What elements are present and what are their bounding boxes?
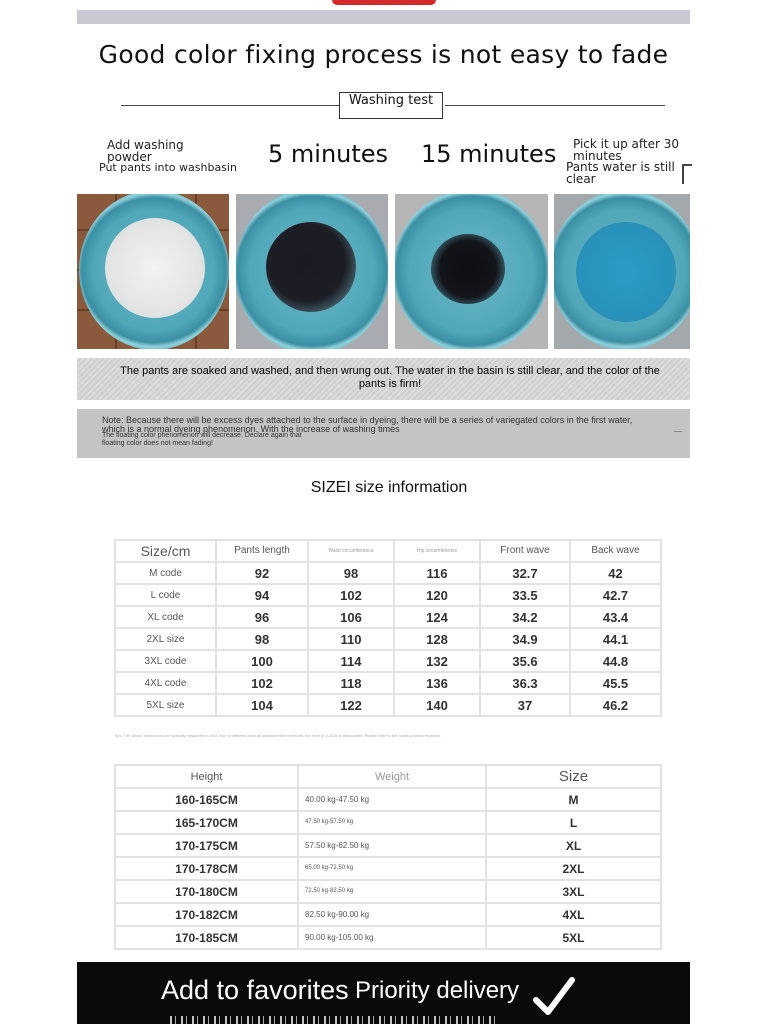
length-cell: 92 — [216, 562, 308, 584]
size-cell: 4XL — [486, 903, 661, 926]
size-cell: 2XL size — [115, 628, 216, 650]
basin-photo-4 — [554, 194, 690, 349]
pants-in-basin-15min — [431, 234, 505, 304]
height-cell: 160-165CM — [115, 788, 298, 811]
washing-caption: The pants are soaked and washed, and then wrung out. The water in the basin is still clear, and the color of the pants is firm! — [120, 365, 660, 390]
step1-line1: Add washing — [107, 138, 184, 152]
height-weight-table — [114, 764, 662, 950]
waist-cell: 106 — [308, 606, 394, 628]
step1-line2: powder — [107, 150, 152, 164]
table-row — [115, 834, 661, 857]
header-hip: Hip circumference — [394, 540, 480, 562]
note-dash — [674, 431, 682, 432]
waist-cell: 118 — [308, 672, 394, 694]
top-divider-bar — [77, 10, 690, 24]
table-row — [115, 903, 661, 926]
length-cell: 98 — [216, 628, 308, 650]
hip-cell: 136 — [394, 672, 480, 694]
hip-cell: 132 — [394, 650, 480, 672]
front-cell: 33.5 — [480, 584, 570, 606]
table-row — [115, 926, 661, 949]
height-cell: 170-175CM — [115, 834, 298, 857]
table-row — [115, 857, 661, 880]
washing-powder — [105, 218, 205, 318]
size-cell: 3XL code — [115, 650, 216, 672]
size-info-title: SIZEI size information — [310, 479, 468, 496]
checkmark-icon — [533, 976, 575, 1018]
length-cell: 102 — [216, 672, 308, 694]
hip-cell: 124 — [394, 606, 480, 628]
size-cell: 4XL code — [115, 672, 216, 694]
washing-heading: Good color fixing process is not easy to fade — [98, 40, 669, 69]
step4-line1: Pick it up after 30 — [573, 137, 680, 151]
header-size: Size/cm — [115, 540, 216, 562]
waist-cell: 102 — [308, 584, 394, 606]
front-cell: 35.6 — [480, 650, 570, 672]
note-line-2: which is a normal dyeing phenomenon. With the increase of washing times — [102, 424, 400, 434]
basin-photo-2 — [236, 194, 388, 349]
washing-test-label: Washing test — [339, 92, 443, 119]
rule-left — [121, 105, 339, 106]
step2-label: 5 minutes — [268, 140, 389, 168]
step1-line3: Put pants into washbasin — [99, 161, 237, 174]
pants-in-basin-5min — [266, 222, 356, 312]
weight-cell: 65.00 kg-72.50 kg — [298, 857, 486, 880]
table-row — [115, 880, 661, 903]
table-row — [115, 584, 661, 606]
size-cell: M — [486, 788, 661, 811]
size-cell: 3XL — [486, 880, 661, 903]
step4-line4: clear — [566, 172, 596, 186]
weight-cell: 57.50 kg-62.50 kg — [298, 834, 486, 857]
size-cell: L code — [115, 584, 216, 606]
add-to-favorites-button[interactable]: Add to favorites — [161, 975, 349, 1005]
back-cell: 44.1 — [570, 628, 661, 650]
height-cell: 170-180CM — [115, 880, 298, 903]
size-cell: 2XL — [486, 857, 661, 880]
back-cell: 46.2 — [570, 694, 661, 716]
table-row — [115, 788, 661, 811]
weight-cell: 40.00 kg-47.50 kg — [298, 788, 486, 811]
weight-cell: 72.50 kg-82.50 kg — [298, 880, 486, 903]
waist-cell: 114 — [308, 650, 394, 672]
basin-photo-3 — [395, 194, 548, 349]
length-cell: 104 — [216, 694, 308, 716]
length-cell: 94 — [216, 584, 308, 606]
hip-cell: 120 — [394, 584, 480, 606]
basin-photo-1 — [77, 194, 229, 349]
table-row — [115, 672, 661, 694]
note-line-3: The floating color phenomenon will decrease. Declare again that — [102, 432, 302, 439]
height-cell: 170-182CM — [115, 903, 298, 926]
waist-cell: 98 — [308, 562, 394, 584]
height-cell: 165-170CM — [115, 811, 298, 834]
size-cell: L — [486, 811, 661, 834]
size-cell: 5XL size — [115, 694, 216, 716]
weight-cell: 47.50 kg-57.50 kg — [298, 811, 486, 834]
header-size: Size — [486, 765, 661, 788]
height-weight-header — [115, 765, 661, 788]
back-cell: 45.5 — [570, 672, 661, 694]
height-cell: 170-185CM — [115, 926, 298, 949]
hip-cell: 116 — [394, 562, 480, 584]
table-row — [115, 650, 661, 672]
weight-cell: 82.50 kg-90.00 kg — [298, 903, 486, 926]
length-cell: 100 — [216, 650, 308, 672]
back-cell: 43.4 — [570, 606, 661, 628]
header-waist: Waist circumference — [308, 540, 394, 562]
table-row — [115, 628, 661, 650]
front-cell: 34.9 — [480, 628, 570, 650]
header-front-wave: Front wave — [480, 540, 570, 562]
back-cell: 44.8 — [570, 650, 661, 672]
header-pants-length: Pants length — [216, 540, 308, 562]
table-row — [115, 606, 661, 628]
back-cell: 42.7 — [570, 584, 661, 606]
waist-cell: 122 — [308, 694, 394, 716]
measurement-tip: Tips: The above dimensions are actually measured in kind. Due to different manual measurement methods, the error of 2-3CM is reasonable. Please refer to the actual product received. — [114, 733, 441, 738]
front-cell: 32.7 — [480, 562, 570, 584]
size-cell: M code — [115, 562, 216, 584]
size-table-header — [115, 540, 661, 562]
step3-label: 15 minutes — [421, 140, 557, 168]
front-cell: 37 — [480, 694, 570, 716]
note-line-1: Note: Because there will be excess dyes attached to the surface in dyeing, there will be a series of variegated colors in the first water, — [102, 415, 633, 425]
table-row — [115, 811, 661, 834]
back-cell: 42 — [570, 562, 661, 584]
size-cell: XL — [486, 834, 661, 857]
step4-line3: Pants water is still — [566, 160, 675, 174]
size-cell: 5XL — [486, 926, 661, 949]
front-cell: 34.2 — [480, 606, 570, 628]
edge-fragment — [682, 164, 692, 184]
size-cell: XL code — [115, 606, 216, 628]
banner-bottom-texture — [170, 1016, 500, 1024]
header-back-wave: Back wave — [570, 540, 661, 562]
front-cell: 36.3 — [480, 672, 570, 694]
hip-cell: 140 — [394, 694, 480, 716]
table-row — [115, 694, 661, 716]
size-table — [114, 539, 662, 717]
length-cell: 96 — [216, 606, 308, 628]
weight-cell: 90.00 kg-105.00 kg — [298, 926, 486, 949]
washing-note-sub — [102, 432, 402, 448]
height-cell: 170-178CM — [115, 857, 298, 880]
top-accent-shape — [332, 0, 436, 5]
header-height: Height — [115, 765, 298, 788]
note-line-4: floating color does not mean fading! — [102, 440, 213, 447]
clear-water — [576, 222, 676, 322]
header-weight: Weight — [298, 765, 486, 788]
hip-cell: 128 — [394, 628, 480, 650]
table-row — [115, 562, 661, 584]
rule-right — [445, 105, 665, 106]
waist-cell: 110 — [308, 628, 394, 650]
step4-line2: minutes — [573, 149, 622, 163]
priority-delivery-label: Priority delivery — [355, 977, 520, 1004]
